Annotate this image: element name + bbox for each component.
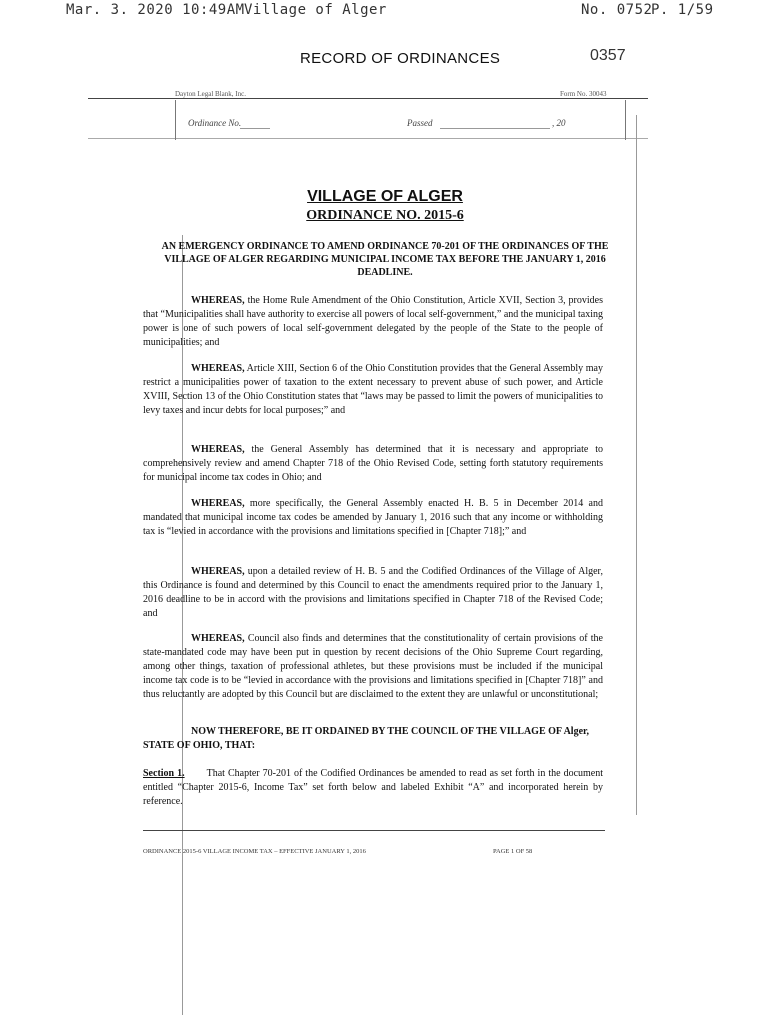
margin-line-left — [182, 235, 183, 1015]
ordinance-no-label: Ordinance No. — [188, 118, 242, 128]
fax-datetime: Mar. 3. 2020 10:49AM — [66, 2, 245, 18]
whereas-text: the General Assembly has determined that it is necessary and appropriate to comprehensively review and amend Chapter 718 of the Ohio Revised Code, setting forth statutory requirements for municipal income tax codes in Ohio; and — [143, 444, 603, 483]
fax-header — [66, 2, 716, 24]
whereas-text: the Home Rule Amendment of the Ohio Constitution, Article XVII, Section 3, provides that “Municipalities shall have authority to exercise all powers of local self-government,” and the municipal taxing power is one of such powers of local self-government delegated by the people of the State to the people of municipalities; and — [143, 295, 603, 348]
section-1-lead: Section 1. — [143, 768, 185, 779]
form-printer: Dayton Legal Blank, Inc. — [175, 90, 246, 98]
form-number: Form No. 30043 — [560, 90, 607, 98]
whereas-lead: WHEREAS, — [191, 566, 245, 577]
section-1 — [143, 767, 603, 809]
record-title: RECORD OF ORDINANCES — [300, 50, 501, 67]
whereas-text: more specifically, the General Assembly enacted H. B. 5 in December 2014 and mandated that municipal income tax codes be amended by January 1, 2016 such that any income or withholding tax is “levied in accordance with the provisions and limitations specified in [Chapter 718];” and — [143, 498, 603, 537]
whereas-paragraph-6 — [143, 632, 603, 702]
ordain-clause — [143, 725, 603, 753]
passed-label: Passed — [407, 118, 433, 128]
whereas-paragraph-3 — [143, 443, 603, 485]
fax-sender: Village of Alger — [244, 2, 387, 18]
whereas-text: upon a detailed review of H. B. 5 and the Codified Ordinances of the Village of Alger, this Ordinance is found and determined by this Council to enact the amendments required prior to the January 1, 2016 deadline to be in accord with the provisions and limitations specified in Chapter 718 of the Revised Code; and — [143, 566, 603, 619]
ordinance-main-title: VILLAGE OF ALGER — [307, 188, 463, 205]
footer-page-number: PAGE 1 OF 58 — [493, 848, 533, 855]
margin-line-left-top — [175, 100, 176, 140]
passed-blank — [440, 128, 550, 129]
footer-rule — [143, 830, 605, 831]
whereas-lead: WHEREAS, — [191, 295, 245, 306]
fax-page-count: P. 1/59 — [651, 2, 714, 18]
whereas-paragraph-1 — [143, 294, 603, 350]
whereas-paragraph-4 — [143, 497, 603, 539]
form-top-rule — [88, 98, 648, 99]
whereas-paragraph-2 — [143, 362, 603, 418]
fax-number: No. 0752 — [581, 2, 653, 18]
ordinance-no-blank — [240, 128, 270, 129]
whereas-paragraph-5 — [143, 565, 603, 621]
passed-year: , 20 — [552, 118, 566, 128]
record-number: 0357 — [590, 47, 626, 64]
ordinance-number-title: ORDINANCE NO. 2015-6 — [306, 208, 464, 223]
ordinance-caption: AN EMERGENCY ORDINANCE TO AMEND ORDINANCE 70-201 OF THE ORDINANCES OF THE VILLAGE OF ALGER REGARDING MUNICIPAL INCOME TAX BEFORE THE JANUARY 1, 2016 DEADLINE. — [161, 241, 609, 278]
whereas-lead: WHEREAS, — [191, 633, 245, 644]
section-1-text: That Chapter 70-201 of the Codified Ordinances be amended to read as set forth in the document entitled “Chapter 2015-6, Income Tax” set forth below and labeled Exhibit “A” and incorporated herein by reference. — [143, 768, 603, 807]
whereas-lead: WHEREAS, — [191, 444, 245, 455]
form-bottom-rule — [88, 138, 648, 139]
whereas-lead: WHEREAS, — [191, 363, 245, 374]
margin-line-right-top — [625, 100, 626, 140]
ordain-text: NOW THEREFORE, BE IT ORDAINED BY THE COUNCIL OF THE VILLAGE OF Alger, STATE OF OHIO, THAT: — [143, 726, 590, 751]
whereas-text: Article XIII, Section 6 of the Ohio Constitution provides that the General Assembly may restrict a municipalities power of taxation to the extent necessary to prevent abuse of such power, and Article XVIII, Section 13 of the Ohio Constitution states that “laws may be passed to limit the powers of municipalities to levy taxes and incur debts for local purposes;” and — [143, 363, 603, 416]
footer-title: ORDINANCE 2015-6 VILLAGE INCOME TAX – EFFECTIVE JANUARY 1, 2016 — [143, 848, 366, 855]
whereas-text: Council also finds and determines that the constitutionality of certain provisions of the state-mandated code may have been put in question by recent decisions of the Ohio Supreme Court regarding, among other things, taxation of professional athletes, but these provisions must be included if the municipal income tax code is to be “levied in accordance with the provisions and limitations specified in [Chapter 718]” and thus reluctantly are adopted by this Council but are disclaimed to the extent they are unlawful or unconstitutional; — [143, 633, 603, 700]
whereas-lead: WHEREAS, — [191, 498, 245, 509]
